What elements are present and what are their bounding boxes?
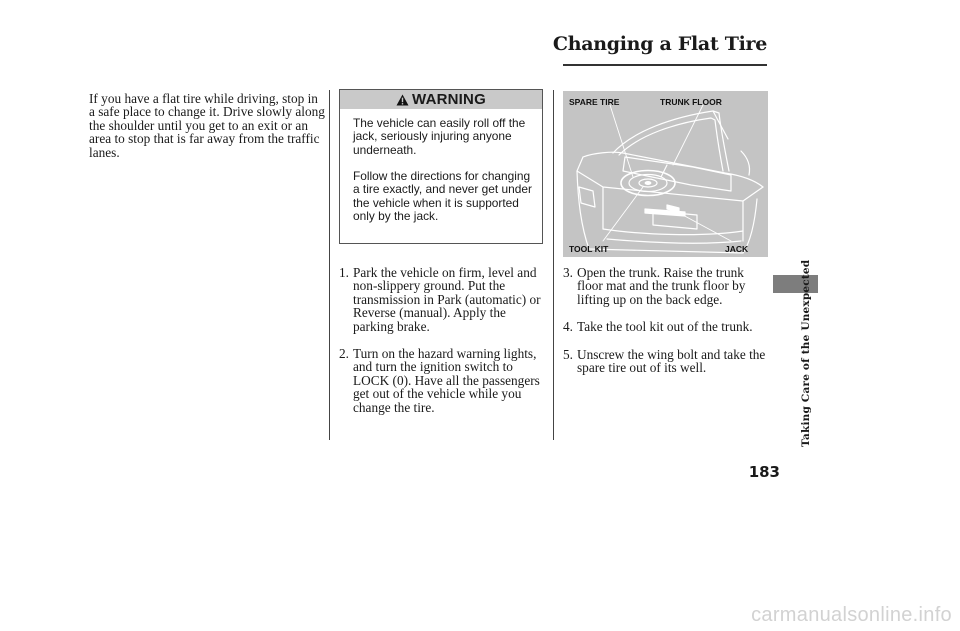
step-text: Unscrew the wing bolt and take the spare tire out of its well. [577,346,766,376]
label-tool-kit: TOOL KIT [569,244,609,254]
steps-list-right [563,266,773,388]
column-divider-right [553,90,554,440]
warning-box [339,89,543,244]
column-divider-left [329,90,330,440]
step-item [563,320,773,333]
step-number: 1. [339,265,349,280]
watermark: carmanualsonline.info [751,604,952,626]
step-number: 5. [563,346,573,362]
section-label-text: Taking Care of the Unexpected [800,259,812,447]
warning-body [353,117,538,237]
step-number: 4. [563,319,573,335]
warning-header [340,90,542,109]
step-text: Turn on the hazard warning lights, and turn the ignition switch to LOCK (0). Have all the passengers get out of the vehicle while you change the tire. [353,346,540,415]
page-title: Changing a Flat Tire [552,33,767,55]
step-text: Park the vehicle on firm, level and non-slippery ground. Put the transmission in Park (automatic) or Reverse (manual). Apply the parking brake. [353,265,541,334]
step-number: 3. [563,265,573,280]
label-spare-tire: SPARE TIRE [569,97,620,107]
warning-label: WARNING [412,91,486,108]
title-rule [563,64,767,66]
intro-paragraph: If you have a flat tire while driving, stop in a safe place to change it. Drive slowly along the shoulder until you get to an exit or an area to stop that is far away from the traffic lanes. [89,91,325,160]
step-item [563,348,773,375]
step-item [339,347,549,414]
trunk-illustration [563,91,768,257]
steps-list-left [339,266,549,428]
section-label [800,259,814,447]
warning-paragraph: Follow the directions for changing a tire exactly, and never get under the vehicle when it is supported only by the jack. [353,169,532,224]
page-number: 183 [748,463,780,481]
step-item [563,266,773,306]
step-number: 2. [339,346,349,362]
trunk-spare-tire-drawing [563,91,768,257]
step-text: Open the trunk. Raise the trunk floor mat and the trunk floor by lifting up on the back edge. [577,265,746,307]
warning-triangle-icon [396,94,409,106]
label-jack: JACK [725,244,749,254]
label-trunk-floor: TRUNK FLOOR [660,97,722,107]
warning-paragraph: The vehicle can easily roll off the jack, seriously injuring anyone underneath. [353,116,526,157]
step-item [339,266,549,333]
step-text: Take the tool kit out of the trunk. [577,319,753,335]
